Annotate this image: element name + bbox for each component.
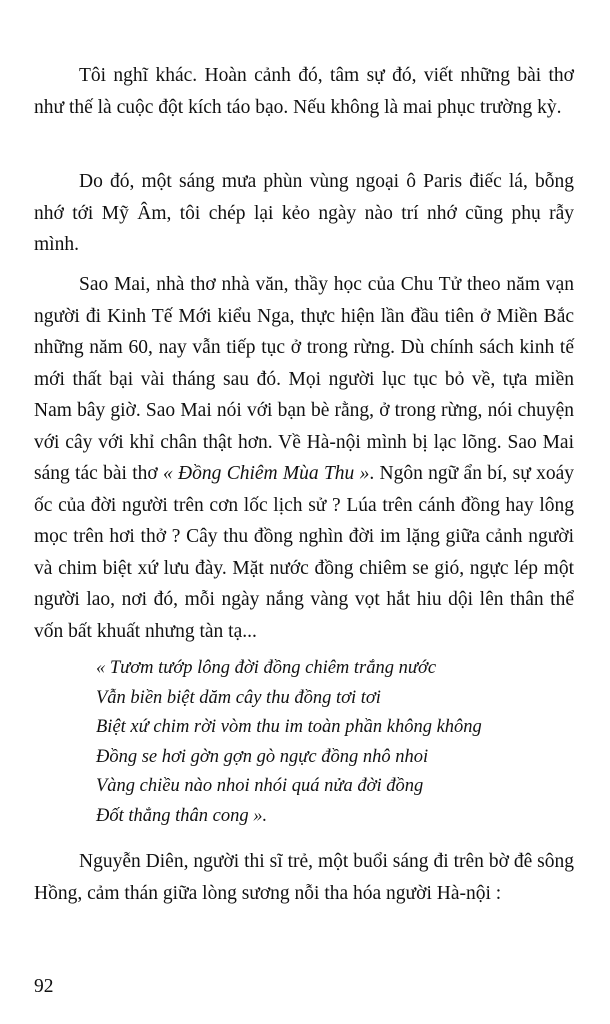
poem-block [96, 654, 576, 831]
poem-line: Đồng se hơi gờn gợn gò ngực đồng nhô nhoi [96, 746, 429, 767]
page-number: 92 [34, 976, 54, 997]
poem-line: Vàng chiều nào nhoi nhói quá nửa đời đồng [96, 776, 424, 796]
paragraph-2: Do đó, một sáng mưa phùn vùng ngoại ô Paris điếc lá, bỗng nhớ tới Mỹ Âm, tôi chép lại kẻo ngày nào trí nhớ cũng phụ rẫy mình. [34, 171, 574, 255]
poem-line: Biệt xứ chim rời vòm thu im toàn phần không không [96, 717, 482, 737]
paragraph-3-text-before: Sao Mai, nhà thơ nhà văn, thầy học của Chu Tử theo năm vạn người đi Kinh Tế Mới kiểu Nga, thực hiện lần đầu tiên ở Miền Bắc những năm 60, nay vẫn tiếp tục ở trong rừng. Dù chính sách kinh tế mới thất bại vài tháng sau đó. Mọi người lục tục bỏ về, tựa miền Nam bây giờ. Sao Mai nói với bạn bè rằng, ở trong rừng, nói chuyện với cây với khỉ chân thật hơn. Về Hà-nội mình bị lạc lõng. Sao Mai sáng tác bài thơ [34, 274, 574, 484]
paragraph-3-text-after: . Ngôn ngữ ẩn bí, sự xoáy ốc của đời người trên cơn lốc lịch sử ? Lúa trên cánh đồng hay lông mọc trên hơi thở ? Cây thu đồng nghìn đời im lặng giữa cảnh người và chim biệt xứ lưu đày. Mặt nước đồng chiêm se gió, ngực lép một người lao, nơi đó, mỗi ngày nắng vàng vọt hắt hiu dội lên thân thể vốn bất khuất nhưng tàn tạ... [34, 463, 574, 642]
paragraph-4: Nguyễn Diên, người thi sĩ trẻ, một buổi sáng đi trên bờ đê sông Hồng, cảm thán giữa lòng sương nỗi tha hóa người Hà-nội : [34, 851, 574, 904]
poem-line: Vẫn biền biệt dăm cây thu đồng tơi tơi [96, 687, 381, 708]
paragraph-3 [34, 269, 574, 647]
paragraph-1: Tôi nghĩ khác. Hoàn cảnh đó, tâm sự đó, viết những bài thơ như thế là cuộc đột kích táo bạo. Nếu không là mai phục trường kỳ. [34, 65, 574, 118]
poem-title: « Đồng Chiêm Mùa Thu » [163, 463, 370, 484]
poem-line: Đốt thẳng thân cong ». [96, 805, 268, 826]
poem-line: « Tươm tướp lông đời đồng chiêm trắng nước [96, 658, 437, 678]
